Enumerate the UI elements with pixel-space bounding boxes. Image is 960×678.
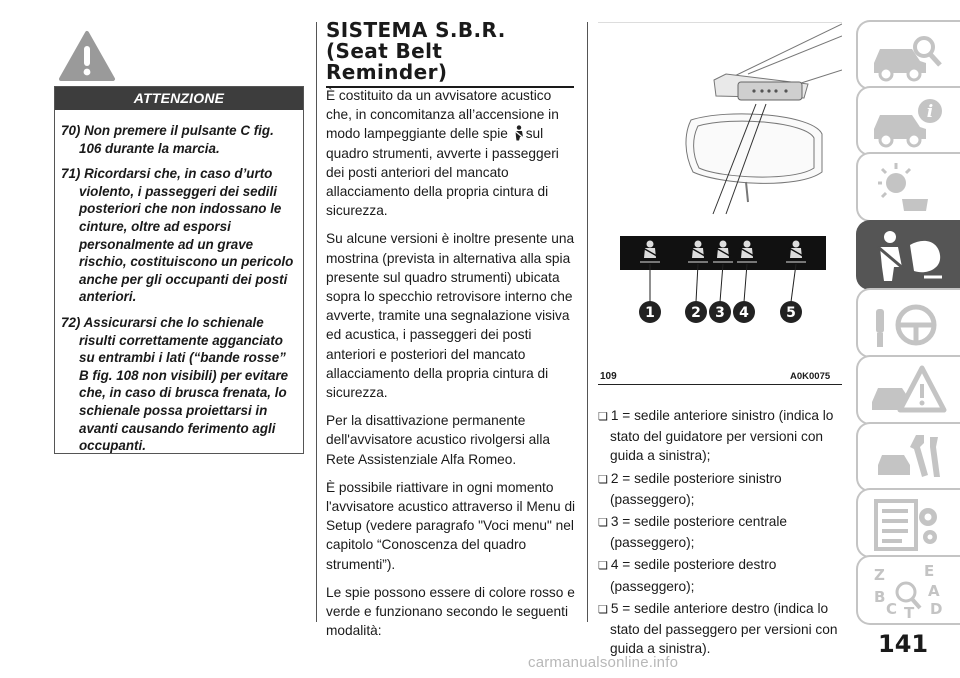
callout-numbers [645, 305, 796, 321]
warning-header: ATTENZIONE [55, 87, 303, 110]
tab-car-info[interactable] [856, 86, 960, 156]
warning-box [54, 86, 304, 454]
svg-text:A: A [928, 582, 940, 600]
page-number: 141 [878, 630, 929, 658]
mirror-illustration [598, 22, 842, 214]
svg-text:i: i [926, 102, 934, 122]
legend-item-2: ❏ 2 = sedile posteriore sinistro (passeggero); [598, 469, 846, 509]
tab-technical-data[interactable] [856, 488, 960, 558]
index-icon [868, 562, 948, 620]
callout-3: 3 [715, 305, 725, 321]
legend-item-4: ❏ 4 = sedile posteriore destro (passeggero); [598, 555, 846, 595]
technical-data-icon [868, 495, 948, 553]
callout-5: 5 [786, 305, 796, 321]
warning-item-72: 72) Assicurarsi che lo schienale risulti correttamente agganciato su entrambi i lati (“bande rosse” B fig. 108 non visibili) per evitare che, in caso di brusca frenata, lo schienale possa proiettarsi in avanti causando ferimento agli occupanti. [61, 314, 289, 454]
legend-item-5: ❏ 5 = sedile anteriore destro (indica lo stato del passeggero per versioni con guida a sinistra). [598, 599, 846, 659]
paragraph-deactivation: Per la disattivazione permanente dell'avvisatore acustico rivolgersi alla Rete Assistenziale Alfa Romeo. [326, 413, 550, 467]
paragraph-modes: Le spie possono essere di colore rosso e verde e funzionano secondo le seguenti modalità: [326, 584, 575, 639]
steering-key-icon [868, 295, 948, 353]
tab-maintenance[interactable] [856, 422, 960, 492]
svg-text:C: C [886, 600, 898, 618]
section-title: SISTEMA S.B.R. (Seat Belt Reminder) [326, 20, 574, 88]
warning-list [55, 110, 303, 455]
figure-code: A0K0075 [790, 371, 831, 382]
svg-text:T: T [904, 604, 915, 620]
tab-seatbelt-airbag[interactable] [856, 220, 960, 290]
seatbelt-warning-icon [512, 125, 526, 141]
car-info-icon [868, 93, 948, 151]
callout-4: 4 [739, 305, 749, 321]
svg-text:Z: Z [874, 566, 885, 584]
maintenance-wrench-icon [868, 429, 948, 487]
tab-steering-key[interactable] [856, 288, 960, 358]
warning-item-70: 70) Non premere il pulsante C fig. 106 durante la marcia. [61, 123, 274, 156]
warning-triangle-icon [58, 30, 116, 82]
tab-warning-lights[interactable] [856, 152, 960, 222]
paragraph-display: Su alcune versioni è inoltre presente una mostrina (prevista in alternativa alla spia presente sul quadro strumenti) ubicata sopra lo specchio retrovisore interno che avverte, tramite una segnalazione visiva ed acustica, i passeggeri dei posti anteriori e posteriori del mancato allacciamento della propria cintura di sicurezza. [326, 231, 575, 401]
legend-item-1: ❏ 1 = sedile anteriore sinistro (indica lo stato del guidatore per versioni con guida a sinistra); [598, 406, 846, 466]
warning-item-71: 71) Ricordarsi che, in caso d’urto violento, i passeggeri dei sedili posteriori che non indossano le cinture, oltre ad esporsi personalmente ad un grave rischio, costituiscono un pericolo anche per gli occupanti dei posti anteriori. [61, 166, 294, 305]
seatbelt-airbag-icon [868, 227, 948, 285]
warning-lights-icon [868, 159, 948, 217]
callout-2: 2 [691, 305, 701, 321]
watermark: carmanualsonline.info [528, 654, 679, 671]
figure-caption-rule [598, 384, 842, 385]
figure-number: 109 [600, 371, 617, 382]
legend-item-3: ❏ 3 = sedile posteriore centrale (passeggero); [598, 512, 846, 552]
svg-text:B: B [874, 588, 886, 606]
paragraph-intro: È costituito da un avvisatore acustico che, in concomitanza all’accensione in modo lampeggiante delle spie sul quadro strumenti, avverte i passeggeri dei posti anteriori del mancato allacciamento della propria cintura di sicurezza. [326, 88, 559, 219]
paragraph-reactivation: È possibile riattivare in ogni momento l'avvisatore acustico attraverso il Menu di Setup (vedere paragrafo "Voci menu" nel capitolo “Conoscenza del quadro strumenti”). [326, 479, 576, 572]
figure-sbr-display [598, 22, 842, 382]
legend-list [598, 406, 846, 661]
tab-breakdown[interactable] [856, 355, 960, 425]
column-divider [587, 22, 588, 622]
tab-index[interactable] [856, 555, 960, 625]
car-search-icon [868, 27, 948, 85]
svg-text:E: E [924, 562, 935, 580]
column-divider [316, 22, 317, 622]
callout-1: 1 [645, 305, 655, 321]
svg-text:D: D [930, 600, 943, 618]
tab-car-search[interactable] [856, 20, 960, 90]
breakdown-triangle-icon [868, 362, 948, 420]
body-text [326, 86, 576, 649]
